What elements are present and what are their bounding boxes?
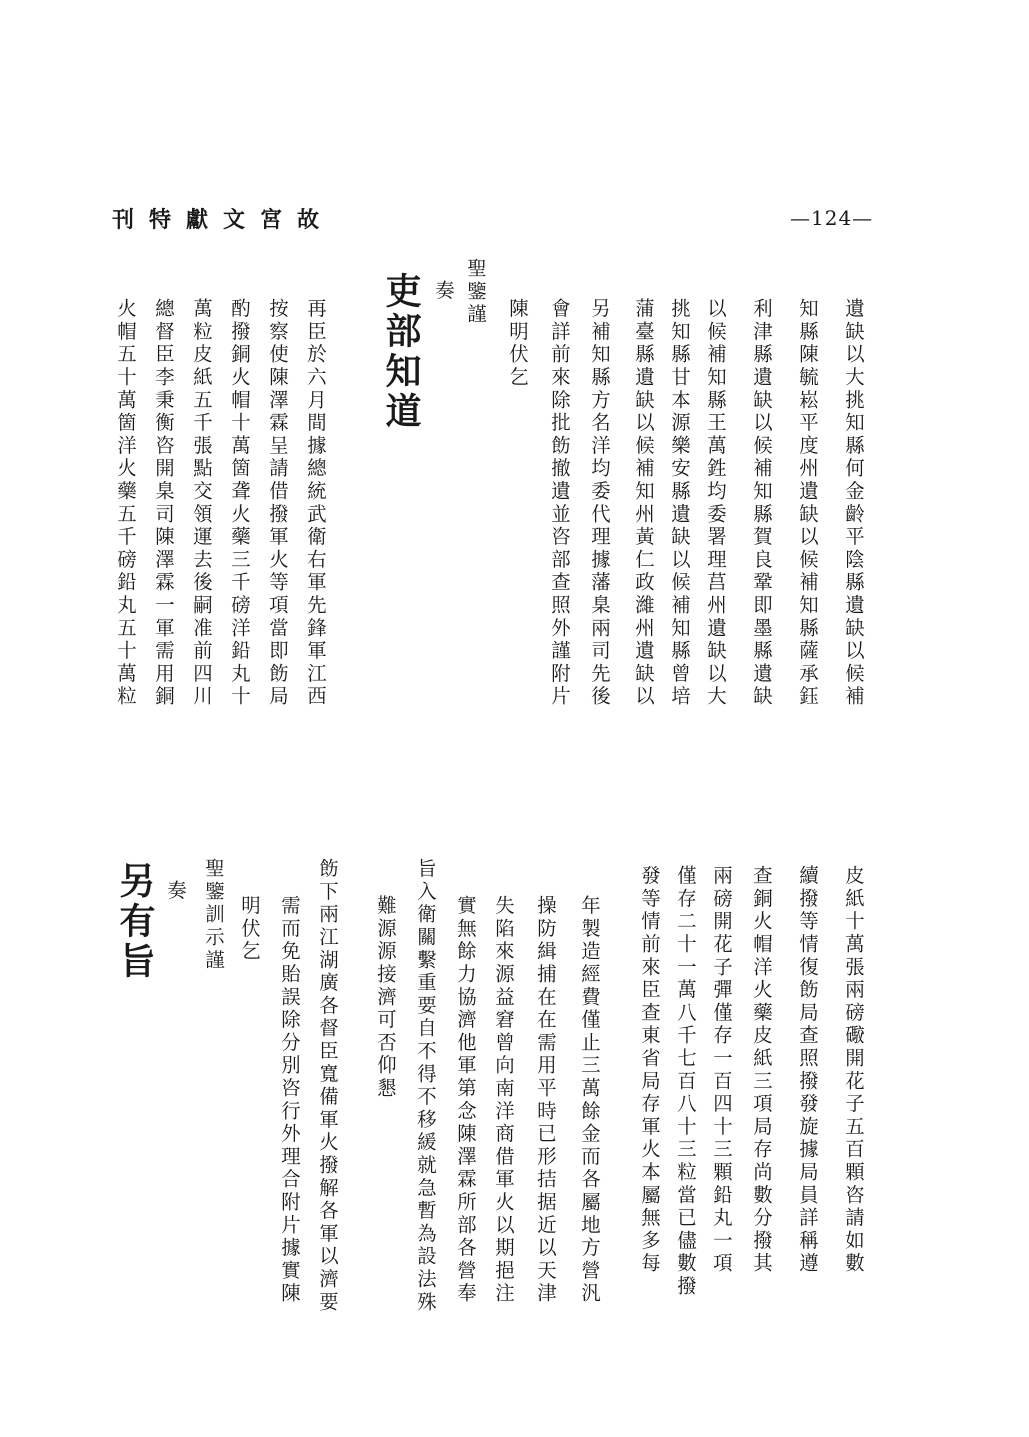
memorial-column: 查銅火帽洋火藥皮紙三項局存尚數分撥其: [750, 865, 773, 1276]
memorial-closing: 奏: [432, 280, 455, 303]
memorial-column: 發等情前來臣查東省局存軍火本屬無多每: [638, 865, 661, 1276]
memorial-column: 酌撥銅火帽十萬箇聋火藥三千磅洋鉛丸十: [228, 298, 251, 709]
memorial-column: 明伏乞: [238, 895, 261, 964]
memorial-column: 需而免貽誤除分別咨行外理合附片據實陳: [278, 895, 301, 1306]
memorial-column: 蒲臺縣遺缺以候補知州黃仁政濰州遺缺以: [632, 298, 655, 709]
page-number: —124—: [790, 206, 874, 230]
memorial-column: 遺缺以大挑知縣何金齡平陰縣遺缺以候補: [842, 298, 865, 709]
memorial-column: 飭下兩江湖廣各督臣寬備軍火撥解各軍以濟要: [316, 858, 339, 1314]
memorial-column: 利津縣遺缺以候補知縣賀良鞏即墨縣遺缺: [750, 298, 773, 709]
memorial-column: 按察使陳澤霖呈請借撥軍火等項當即飭局: [266, 298, 289, 709]
sacred-gaze-line: 聖鑒訓示謹: [202, 858, 225, 972]
imperial-decree-column: 旨入衛關繫重要自不得不移緩就急暫為設法殊: [414, 858, 437, 1314]
memorial-column: 僅存二十一萬八千七百八十三粒當已儘數撥: [674, 865, 697, 1299]
imperial-rescript: 吏部知道: [380, 272, 422, 432]
memorial-column: 實無餘力協濟他軍第念陳澤霖所部各營奉: [454, 895, 477, 1306]
memorial-column: 兩磅開花子彈僅存一百四十三顆鉛丸一項: [710, 865, 733, 1276]
memorial-column: 火帽五十萬箇洋火藥五千磅鉛丸五十萬粒: [114, 298, 137, 709]
memorial-column: 年製造經費僅止三萬餘金而各屬地方營汎: [578, 895, 601, 1306]
memorial-column: 以候補知縣王萬鉎均委署理莒州遺缺以大: [704, 298, 727, 709]
publication-title: 故宮文獻特刊: [112, 207, 335, 233]
memorial-column: 失陷來源益窘曾向南洋商借軍火以期挹注: [492, 895, 515, 1306]
memorial-column: 操防緝捕在在需用平時已形拮据近以天津: [534, 895, 557, 1306]
sacred-gaze-line: 聖鑒謹: [464, 258, 487, 327]
memorial-column: 會詳前來除批飭撤遺並咨部查照外謹附片: [548, 298, 571, 709]
imperial-rescript: 另有旨: [114, 862, 156, 982]
memorial-column: 續撥等情復飭局查照撥發旋據局員詳稱遵: [796, 865, 819, 1276]
memorial-closing: 奏: [164, 880, 187, 903]
memorial-column: 萬粒皮紙五千張點交領運去後嗣准前四川: [190, 298, 213, 709]
memorial-column: 皮紙十萬張兩磅礮開花子五百顆咨請如數: [842, 865, 865, 1276]
memorial-column: 挑知縣甘本源樂安縣遺缺以候補知縣曾培: [668, 298, 691, 709]
memorial-column: 知縣陳毓崧平度州遺缺以候補知縣薩承鈺: [796, 298, 819, 709]
memorial-column: 再臣於六月間據總統武衛右軍先鋒軍江西: [304, 298, 327, 709]
memorial-column: 另補知縣方名洋均委代理據藩臬兩司先後: [588, 298, 611, 709]
memorial-column: 總督臣李秉衡咨開臬司陳澤霖一軍需用銅: [152, 298, 175, 709]
memorial-column: 難源源接濟可否仰懇: [374, 895, 397, 1101]
memorial-column: 陳明伏乞: [506, 298, 529, 390]
